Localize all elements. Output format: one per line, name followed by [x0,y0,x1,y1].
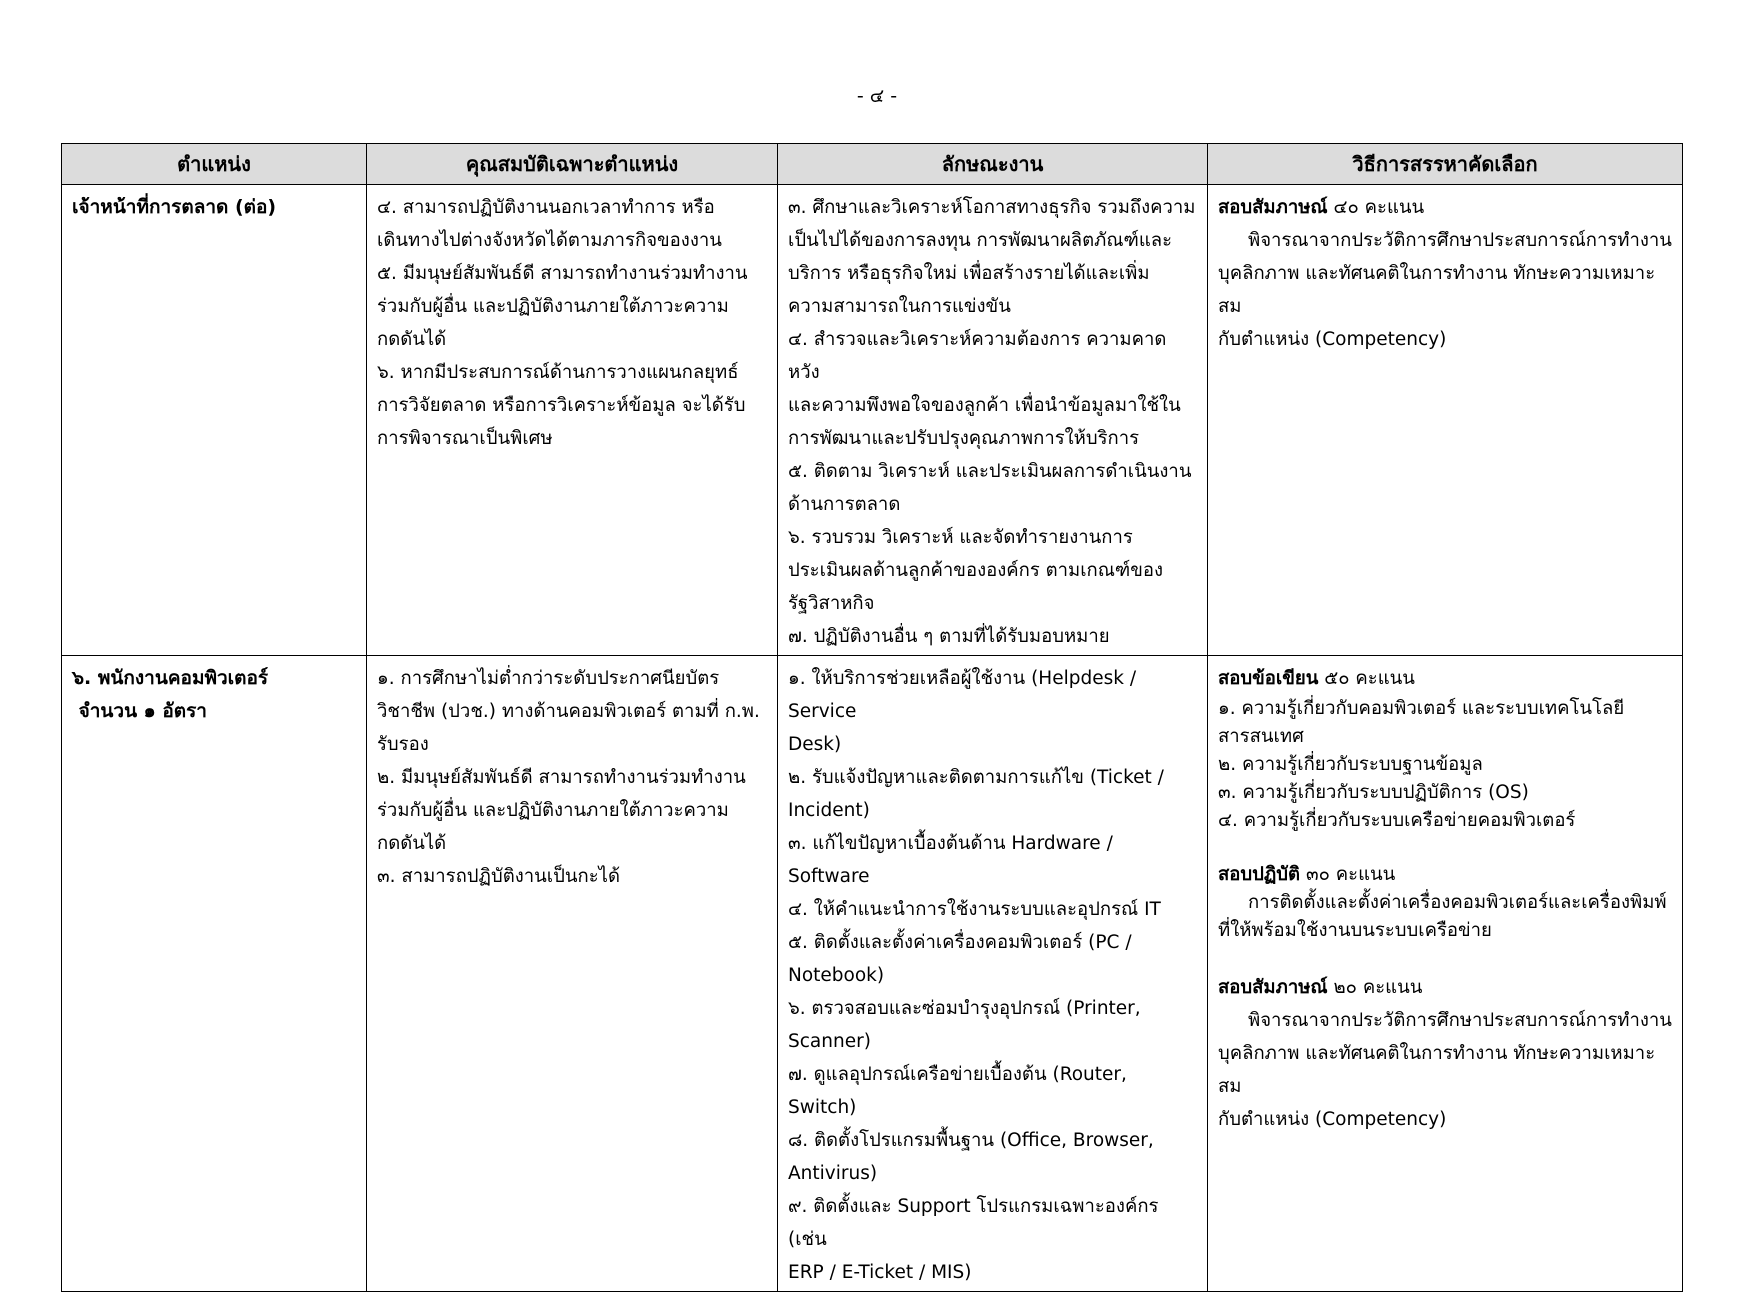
practical-exam-heading [1218,861,1672,889]
page-number: - ๔ - [856,85,898,107]
interview-line: บุคลิกภาพ และทัศนคติในการทำงาน ทักษะความเหมาะสม [1218,1043,1656,1097]
duty-line: ๗. ดูแลอุปกรณ์เครือข่ายเบื้องต้น (Router, Switch) [788,1064,1127,1118]
duty-line: ๓. ศึกษาและวิเคราะห์โอกาสทางธุรกิจ รวมถึงความ [788,197,1196,218]
qualification-line: ๒. มีมนุษย์สัมพันธ์ดี สามารถทำงานร่วมทำงาน [377,767,746,788]
position-title: เจ้าหน้าที่การตลาด (ต่อ) [72,196,277,218]
position-count: จำนวน ๑ อัตรา [72,700,207,722]
duty-line: และความพึงพอใจของลูกค้า เพื่อนำข้อมูลมาใช้ใน [788,395,1181,416]
duties-cell [778,656,1208,1292]
qualifications-cell [367,185,778,656]
duty-line: ๑. ให้บริการช่วยเหลือผู้ใช้งาน (Helpdesk / Service [788,668,1137,722]
duty-line: ๖. ตรวจสอบและซ่อมบำรุงอุปกรณ์ (Printer, [788,998,1141,1019]
qualification-line: ๖. หากมีประสบการณ์ด้านการวางแผนกลยุทธ์ [377,362,739,383]
duty-line: Antivirus) [788,1163,878,1184]
interview-line: พิจารณาจากประวัติการศึกษาประสบการณ์การทำงาน [1248,1010,1672,1031]
practical-exam-title: สอบปฏิบัติ [1218,864,1301,885]
interview-line: กับตำแหน่ง (Competency) [1218,329,1447,350]
interview-title: สอบสัมภาษณ์ [1218,977,1328,998]
duty-line: ความสามารถในการแข่งขัน [788,296,1011,317]
interview-score: ๔๐ คะแนน [1333,197,1425,218]
duty-line: บริการ หรือธุรกิจใหม่ เพื่อสร้างรายได้และเพิ่ม [788,263,1150,284]
written-exam-score: ๕๐ คะแนน [1324,668,1415,689]
duty-line: ด้านการตลาด [788,494,901,515]
duty-line: ๕. ติดตั้งและตั้งค่าเครื่องคอมพิวเตอร์ (PC / [788,932,1132,953]
duty-line: รัฐวิสาหกิจ [788,593,875,614]
duty-line: การพัฒนาและปรับปรุงคุณภาพการให้บริการ [788,428,1140,449]
qualification-line: การพิจารณาเป็นพิเศษ [377,428,553,449]
qualifications-cell [367,656,778,1292]
duty-line: ๘. ติดตั้งโปรแกรมพื้นฐาน (Office, Browser, [788,1130,1154,1151]
duty-line: ๖. รวบรวม วิเคราะห์ และจัดทำรายงานการ [788,527,1133,548]
header-selection-method: วิธีการสรรหาคัดเลือก [1208,144,1683,185]
qualification-line: เดินทางไปต่างจังหวัดได้ตามภารกิจของงาน [377,230,722,251]
practical-exam-line: ที่ให้พร้อมใช้งานบนระบบเครือข่าย [1218,920,1492,941]
spacer [1218,835,1672,861]
written-exam-title: สอบข้อเขียน [1218,668,1319,689]
duty-line: ๔. ให้คำแนะนำการใช้งานระบบและอุปกรณ์ IT [788,899,1161,920]
duty-line: ๗. ปฏิบัติงานอื่น ๆ ตามที่ได้รับมอบหมาย [788,626,1110,647]
qualification-line: กดดันได้ [377,833,447,854]
qualification-line: ๑. การศึกษาไม่ต่ำกว่าระดับประกาศนียบัตร [377,668,720,689]
duty-line: ๓. แก้ไขปัญหาเบื้องต้นด้าน Hardware / Software [788,833,1113,887]
spacer [1218,945,1672,971]
practical-exam-score: ๓๐ คะแนน [1305,864,1396,885]
header-qualifications: คุณสมบัติเฉพาะตำแหน่ง [367,144,778,185]
qualification-line: ๔. สามารถปฏิบัติงานนอกเวลาทำการ หรือ [377,197,715,218]
duty-line: ๙. ติดตั้งและ Support โปรแกรมเฉพาะองค์กร (เช่น [788,1196,1159,1250]
selection-cell [1208,185,1683,656]
header-position: ตำแหน่ง [62,144,367,185]
duties-cell [778,185,1208,656]
interview-line: พิจารณาจากประวัติการศึกษาประสบการณ์การทำงาน [1248,230,1672,251]
qualification-line: กดดันได้ [377,329,447,350]
written-exam-line: สารสนเทศ [1218,726,1304,747]
position-cell [62,185,367,656]
recruitment-table [61,143,1683,1292]
duty-line: Incident) [788,800,870,821]
interview-line: บุคลิกภาพ และทัศนคติในการทำงาน ทักษะความเหมาะสม [1218,263,1656,317]
practical-exam-line: การติดตั้งและตั้งค่าเครื่องคอมพิวเตอร์และเครื่องพิมพ์ [1248,892,1667,913]
interview-title: สอบสัมภาษณ์ [1218,197,1328,218]
qualification-line: ร่วมกับผู้อื่น และปฏิบัติงานภายใต้ภาวะความ [377,296,729,317]
duty-line: ๒. รับแจ้งปัญหาและติดตามการแก้ไข (Ticket / [788,767,1164,788]
duty-line: ERP / E-Ticket / MIS) [788,1262,972,1283]
qualification-line: วิชาชีพ (ปวช.) ทางด้านคอมพิวเตอร์ ตามที่ ก.พ. [377,701,760,722]
interview-heading [1218,191,1672,224]
table-row [62,656,1683,1292]
duty-line: Scanner) [788,1031,871,1052]
written-exam-heading [1218,662,1672,695]
duty-line: ๕. ติดตาม วิเคราะห์ และประเมินผลการดำเนินงาน [788,461,1192,482]
qualification-line: ๓. สามารถปฏิบัติงานเป็นกะได้ [377,866,620,887]
written-exam-line: ๓. ความรู้เกี่ยวกับระบบปฏิบัติการ (OS) [1218,782,1529,803]
qualification-line: การวิจัยตลาด หรือการวิเคราะห์ข้อมูล จะได้รับ [377,395,746,416]
qualification-line: รับรอง [377,734,429,755]
duty-line: Notebook) [788,965,885,986]
duty-line: ๔. สำรวจและวิเคราะห์ความต้องการ ความคาดหวัง [788,329,1167,383]
interview-line: กับตำแหน่ง (Competency) [1218,1109,1447,1130]
qualification-line: ๕. มีมนุษย์สัมพันธ์ดี สามารถทำงานร่วมทำงาน [377,263,748,284]
interview-heading [1218,971,1672,1004]
duty-line: Desk) [788,734,842,755]
table-header-row [62,144,1683,185]
duty-line: ประเมินผลด้านลูกค้าขององค์กร ตามเกณฑ์ของ [788,560,1164,581]
written-exam-line: ๒. ความรู้เกี่ยวกับระบบฐานข้อมูล [1218,754,1483,775]
qualification-line: ร่วมกับผู้อื่น และปฏิบัติงานภายใต้ภาวะความ [377,800,729,821]
duty-line: เป็นไปได้ของการลงทุน การพัฒนาผลิตภัณฑ์และ [788,230,1173,251]
position-title: ๖. พนักงานคอมพิวเตอร์ [72,667,269,689]
position-cell [62,656,367,1292]
selection-cell [1208,656,1683,1292]
written-exam-line: ๑. ความรู้เกี่ยวกับคอมพิวเตอร์ และระบบเทคโนโลยี [1218,698,1625,719]
written-exam-line: ๔. ความรู้เกี่ยวกับระบบเครือข่ายคอมพิวเตอร์ [1218,810,1576,831]
header-duties: ลักษณะงาน [778,144,1208,185]
interview-score: ๒๐ คะแนน [1333,977,1423,998]
table-row [62,185,1683,656]
